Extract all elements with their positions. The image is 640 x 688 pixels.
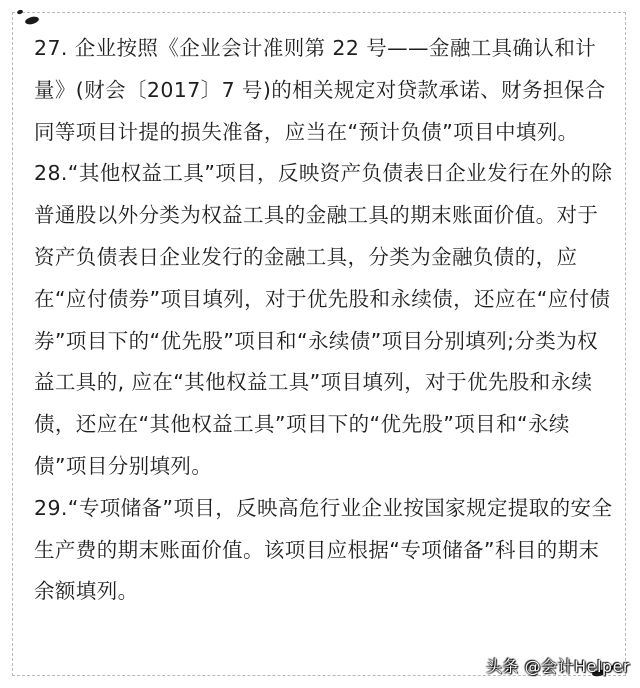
article-body	[34, 28, 614, 613]
paragraph-27-28: 27. 企业按照《企业会计准则第 22 号——金融工具确认和计量》(财会〔2017〕7 号)的相关规定对贷款承诺、财务担保合同等项目计提的损失准备，应当在“预计负债”项目中填列。28.“其他权益工具”项目，反映资产负债表日企业发行在外的除普通股以外分类为权益工具的金融工具的期末账面价值。对于资产负债表日企业发行的金融工具，分类为金融负债的，应在“应付债券”项目填列，对于优先股和永续债，还应在“应付债券”项目下的“优先股”项目和“永续债”项目分别填列;分类为权益工具的, 应在“其他权益工具”项目填列，对于优先股和永续债，还应在“其他权益工具”项目下的“优先股”项目和“永续债”项目分别填列。	[34, 36, 613, 478]
watermark: 头条 @会计Helper	[486, 657, 630, 676]
paragraph-29: 29.“专项储备”项目，反映高危行业企业按国家规定提取的安全生产费的期末账面价值。该项目应根据“专项储备”科目的期末余额填列。	[34, 495, 613, 604]
